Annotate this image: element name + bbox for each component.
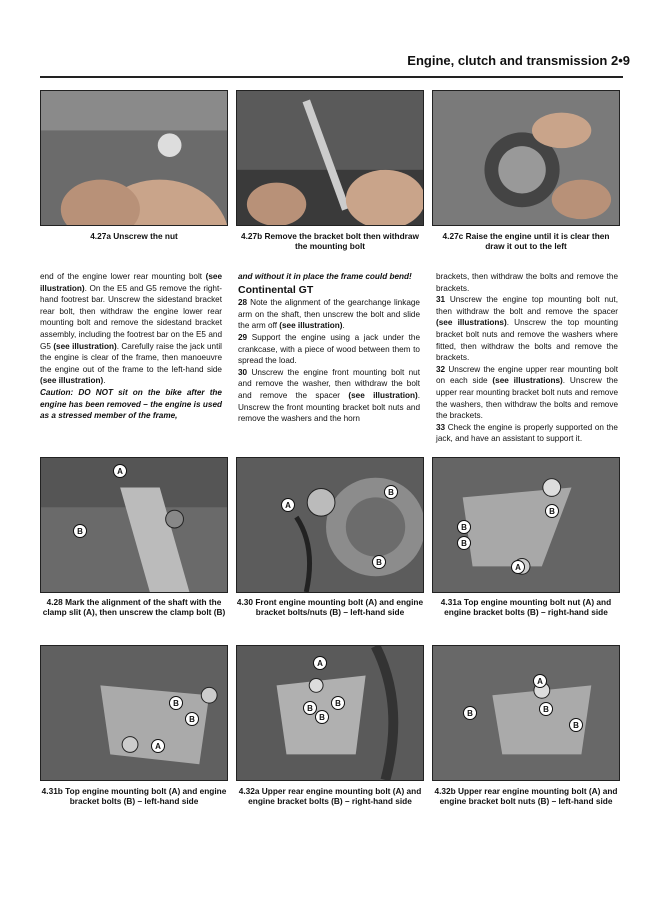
paragraph-31: 31 Unscrew the engine top mounting bolt nut, then withdraw the bolt and remove the spacer (see illustrations). Unscrew the top mounting bracket bolt nuts and remove the washers where fitted, then withdraw the bolts and remove the brackets. — [436, 295, 618, 363]
callout-b: B — [303, 701, 317, 715]
callout-b: B — [384, 485, 398, 499]
paragraph-30: 30 Unscrew the engine front mounting bolt nut and remove the washer, then withdraw the bolt and remove the spacer (see illustration). Unscrew the front mounting bracket bolt nuts and remove the washers and the horn — [238, 367, 420, 424]
caption-4-30: 4.30 Front engine mounting bolt (A) and engine bracket bolts/nuts (B) – left-hand side — [236, 597, 424, 617]
callout-a: A — [511, 560, 525, 574]
paragraph-29: 29 Support the engine using a jack under the crankcase, with a piece of wood between them to spread the load. — [238, 332, 420, 366]
photo-4-32a — [236, 645, 424, 781]
caption-4-31b: 4.31b Top engine mounting bolt (A) and engine bracket bolts (B) – left-hand side — [41, 786, 227, 806]
callout-b-2: B — [372, 555, 386, 569]
callout-b: B — [73, 524, 87, 538]
callout-b: B — [463, 706, 477, 720]
text-column-2 — [238, 271, 420, 425]
text-column-1 — [40, 271, 222, 422]
callout-a: A — [533, 674, 547, 688]
callout-b: B — [169, 696, 183, 710]
callout-a: A — [113, 464, 127, 478]
callout-b-2: B — [185, 712, 199, 726]
callout-b-2: B — [331, 696, 345, 710]
caption-4-31a: 4.31a Top engine mounting bolt nut (A) and engine bracket bolts (B) – right-hand side — [440, 597, 612, 617]
photo-4-27c — [432, 90, 620, 226]
header-rule — [40, 76, 623, 78]
callout-b: B — [457, 520, 471, 534]
callout-b-3: B — [457, 536, 471, 550]
callout-b-2: B — [569, 718, 583, 732]
photo-4-31a — [432, 457, 620, 593]
paragraph-32: 32 Unscrew the engine upper rear mounting bolt on each side (see illustrations). Unscrew the upper rear mounting bracket bolt nuts and remove the washers, then withdraw the bolts and remove the brackets. — [436, 364, 618, 421]
paragraph-28: 28 Note the alignment of the gearchange linkage arm on the shaft, then unscrew the bolt and slide the arm off (see illustration). — [238, 298, 420, 331]
callout-b-3: B — [539, 702, 553, 716]
paragraph-33: 33 Check the engine is properly supported on the jack, and have an assistant to support it. — [436, 422, 618, 444]
caption-4-28: 4.28 Mark the alignment of the shaft with the clamp slit (A), then unscrew the clamp bolt (B) — [42, 597, 226, 617]
callout-a: A — [281, 498, 295, 512]
caption-4-27b: 4.27b Remove the bracket bolt then withdraw the mounting bolt — [241, 231, 419, 251]
page-header-title: Engine, clutch and transmission 2•9 — [407, 53, 630, 68]
caption-4-32b: 4.32b Upper rear engine mounting bolt (A) and engine bracket bolt nuts (B) – left-hand side — [434, 786, 618, 806]
caption-4-32a: 4.32a Upper rear engine mounting bolt (A) and engine bracket bolts (B) – right-hand side — [238, 786, 422, 806]
text-column-3 — [436, 271, 618, 445]
photo-4-30 — [236, 457, 424, 593]
photo-4-32b — [432, 645, 620, 781]
photo-4-27b — [236, 90, 424, 226]
caution-note: Caution: DO NOT sit on the bike after the engine has been removed – the engine is used as a stressed member of the frame, — [40, 387, 222, 421]
callout-a: A — [151, 739, 165, 753]
paragraph-30-cont: brackets, then withdraw the bolts and remove the brackets. — [436, 272, 618, 293]
callout-a: A — [313, 656, 327, 670]
caption-4-27a: 4.27a Unscrew the nut — [90, 231, 178, 241]
photo-4-31b — [40, 645, 228, 781]
paragraph-27-cont: end of the engine lower rear mounting bolt (see illustration). On the E5 and G5 remove the right-hand footrest bar. Unscrew the sidestand bracket rear bolt, then withdraw the engine lower rear mounting bolt and remove the sidestand bracket assembly, including the footrest bar on the E5 and G5 (see illustration). Carefully raise the jack until the engine is clear of the frame, then manoeuvre the engine out of the frame to the left-hand side (see illustration). — [40, 272, 222, 386]
photo-4-27a — [40, 90, 228, 226]
section-heading: Continental GT — [238, 283, 314, 296]
callout-b-2: B — [545, 504, 559, 518]
callout-b-3: B — [315, 710, 329, 724]
caution-note-cont: and without it in place the frame could bend! — [238, 272, 412, 281]
photo-4-28 — [40, 457, 228, 593]
caption-4-27c: 4.27c Raise the engine until it is clear then draw it out to the left — [442, 231, 610, 251]
